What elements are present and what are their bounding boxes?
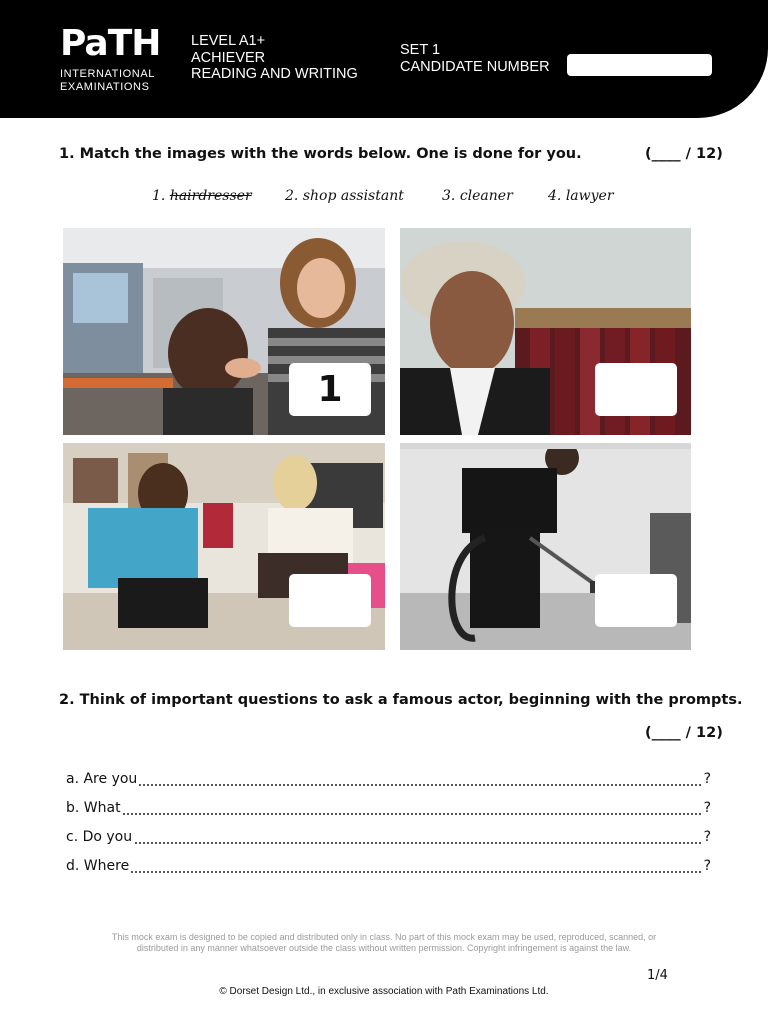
answer-box-1[interactable]: 1 [289,363,371,416]
question-2-score: (____ / 12) [645,725,723,741]
exam-header [0,0,768,118]
level-line: ACHIEVER [191,49,266,66]
word-text: hairdresser [169,188,252,204]
word-number: 4. [548,188,562,204]
answer-dotted-line[interactable] [66,784,701,786]
prompt-label: d. Where [66,858,130,874]
level-line: READING AND WRITING [191,66,358,82]
answer-dotted-line[interactable] [66,813,701,815]
word-number: 1. [152,188,166,204]
page-number: 1/4 [647,968,668,983]
disclaimer-line-2: distributed in any manner whatsoever outside the class without written permission. Copyright infringement is against the law. [136,943,632,953]
word-number: 2. [285,188,299,204]
prompt-label: b. What [66,800,121,816]
question-mark: ? [703,858,711,874]
question-2-title: 2. Think of important questions to ask a famous actor, beginning with the prompts. [59,692,743,708]
word-text: cleaner [459,188,513,204]
word-option-1 [152,188,252,204]
prompt-label: a. Are you [66,771,138,787]
word-text: shop assistant [302,188,404,204]
photo-cleaner [400,443,691,650]
answer-dotted-line[interactable] [66,871,701,873]
word-option-3 [442,188,513,204]
prompt-line-c[interactable] [66,827,711,856]
copyright-disclaimer [40,932,728,954]
prompt-line-d[interactable] [66,856,711,885]
prompt-label: c. Do you [66,829,133,845]
question-1-score: (____ / 12) [645,146,723,162]
prompt-line-b[interactable] [66,798,711,827]
photo-shop-assistant [63,443,385,650]
level-line: LEVEL A1+ [191,33,266,49]
path-logo [60,24,170,94]
answer-box-4[interactable] [595,574,677,627]
logo-subtitle-line-1: INTERNATIONAL [60,68,155,80]
footer-copyright: © Dorset Design Ltd., in exclusive association with Path Examinations Ltd. [219,986,549,997]
prompt-line-a[interactable] [66,769,711,798]
word-option-2 [285,188,404,204]
logo-subtitle-line-2: EXAMINATIONS [60,81,150,93]
answer-dotted-line[interactable] [66,842,701,844]
question-mark: ? [703,800,711,816]
word-number: 3. [442,188,456,204]
question-mark: ? [703,829,711,845]
question-mark: ? [703,771,711,787]
level-info [191,33,358,83]
photo-lawyer [400,228,691,435]
word-option-4 [548,188,614,204]
candidate-number-field[interactable] [567,54,712,76]
candidate-number-label: CANDIDATE NUMBER [400,59,550,75]
word-text: lawyer [565,188,614,204]
logo-wordmark: PaTH [60,23,161,64]
answer-box-2[interactable] [595,363,677,416]
question-2-prompts [66,769,711,885]
question-1-title: 1. Match the images with the words below. One is done for you. [59,146,582,162]
disclaimer-line-1: This mock exam is designed to be copied and distributed only in class. No part of this mock exam may be used, reproduced, scanned, or [111,932,657,942]
set-info [400,42,550,76]
set-label: SET 1 [400,42,441,58]
photo-hairdresser [63,228,385,435]
answer-box-3[interactable] [289,574,371,627]
